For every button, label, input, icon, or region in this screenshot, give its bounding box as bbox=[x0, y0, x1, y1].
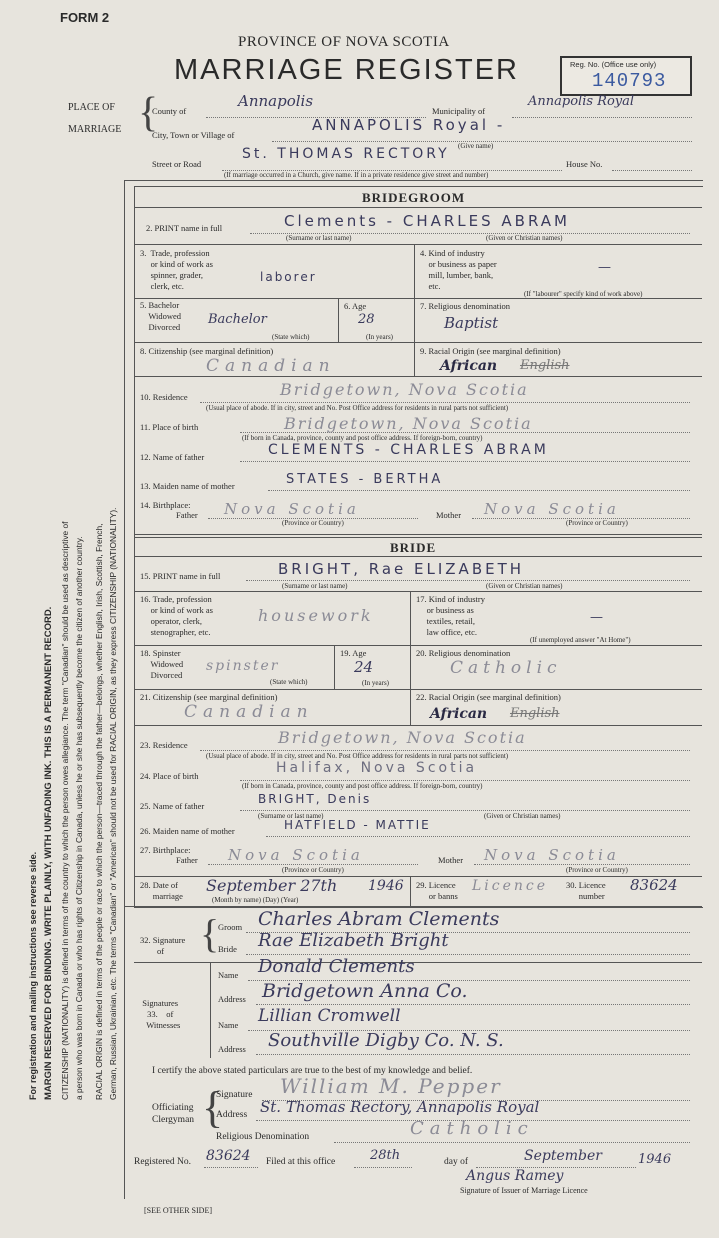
city-label: City, Town or Village of bbox=[152, 130, 235, 140]
church-note: (If marriage occurred in a Church, give name. If in a private residence give street and number) bbox=[224, 171, 489, 179]
bride-trade-label: 16. Trade, profession or kind of work as operator, clerk, stenographer, etc. bbox=[140, 594, 213, 637]
groom-name-value: Clements - CHARLES ABRAM bbox=[284, 212, 570, 230]
bride-surname-caption: (Surname or last name) bbox=[282, 582, 348, 590]
bride-status-value: spinster bbox=[206, 658, 280, 674]
registered-label: Registered No. bbox=[134, 1157, 191, 1167]
licence-number-label: 30. Licence number bbox=[566, 880, 606, 901]
clergy-denomination: Catholic bbox=[410, 1118, 534, 1139]
groom-industry-value: — bbox=[598, 260, 611, 275]
filed-month: September bbox=[524, 1148, 602, 1164]
groom-religion-label: 7. Religious denomination bbox=[420, 301, 510, 311]
citizenship-definition-2: a person who was born in Canada or who has rights of Citizenship in Canada, unless he or she has subsequently become the citizen of another country. bbox=[74, 536, 84, 1100]
w1-name-label: Name bbox=[218, 970, 239, 980]
document-title: MARRIAGE REGISTER bbox=[174, 54, 519, 86]
filed-label: Filed at this office bbox=[266, 1157, 336, 1167]
groom-trade-value: laborer bbox=[260, 270, 317, 284]
bride-religion-value: Catholic bbox=[450, 658, 562, 678]
county-value: Annapolis bbox=[238, 92, 314, 110]
bride-racial-value: African bbox=[430, 706, 488, 722]
groom-birth-value: Bridgetown, Nova Scotia bbox=[284, 414, 533, 433]
house-no-label: House No. bbox=[566, 159, 603, 169]
registered-number: 83624 bbox=[206, 1148, 251, 1164]
bride-bp-father-value: Nova Scotia bbox=[228, 846, 364, 864]
groom-father-value: CLEMENTS - CHARLES ABRAM bbox=[268, 442, 549, 458]
bride-bp-mother-label: Mother bbox=[438, 855, 464, 865]
bride-bp-father-label: Father bbox=[176, 855, 198, 865]
margin-reserved: MARGIN RESERVED FOR BINDING. WRITE PLAINLY, WITH UNFADING INK. THIS IS A PERMANENT RECORD. bbox=[43, 606, 54, 1100]
witness1-address: Bridgetown Anna Co. bbox=[262, 980, 468, 1002]
licence-banns-label: 29. Licence or banns bbox=[416, 880, 458, 901]
groom-racial-struck: English bbox=[520, 358, 570, 373]
groom-citizenship-label: 8. Citizenship (see marginal definition) bbox=[140, 346, 274, 356]
marriage-date-value: September 27th bbox=[206, 876, 338, 895]
bride-bp-caption-1: (Province or Country) bbox=[282, 866, 344, 874]
bride-racial-struck: English bbox=[510, 706, 560, 721]
bride-state-which: (State which) bbox=[270, 678, 308, 686]
bride-name-label: 15. PRINT name in full bbox=[140, 571, 221, 581]
see-other-side: [SEE OTHER SIDE] bbox=[144, 1206, 212, 1215]
reg-no-box bbox=[560, 56, 692, 96]
date-caption: (Month by name) (Day) (Year) bbox=[212, 896, 299, 904]
residence-note: (Usual place of abode. If in city, street and No. Post Office address for residents in rural parts not sufficient) bbox=[206, 404, 509, 412]
bride-bp-mother-value: Nova Scotia bbox=[484, 846, 620, 864]
city-value: ANNAPOLIS Royal - bbox=[312, 116, 506, 134]
unemployed-note: (If unemployed answer "At Home") bbox=[530, 636, 631, 644]
bride-father-value: BRIGHT, Denis bbox=[258, 792, 372, 806]
bride-father-surname: (Surname or last name) bbox=[258, 812, 324, 820]
bride-residence-value: Bridgetown, Nova Scotia bbox=[278, 728, 527, 747]
racial-definition-2: German, Russian, Ukrainian, etc. The terms "Canadian" or "American" should not be used for RACIAL ORIGIN, as they express CITIZENSHIP (NATIONALITY). bbox=[108, 507, 118, 1100]
witness2-address: Southville Digby Co. N. S. bbox=[268, 1030, 504, 1051]
bride-bp-caption-2: (Province or Country) bbox=[566, 866, 628, 874]
marriage-year-value: 1946 bbox=[368, 878, 404, 894]
street-label: Street or Road bbox=[152, 159, 202, 169]
municipality-value: Annapolis Royal bbox=[528, 94, 635, 109]
citizenship-definition-1: CITIZENSHIP (NATIONALITY) is defined in terms of the country to which the person owes allegiance. The term "Canadian" should be used as descriptive of bbox=[60, 521, 70, 1100]
groom-status-label: 5. Bachelor Widowed Divorced bbox=[140, 300, 182, 332]
w2-name-label: Name bbox=[218, 1020, 239, 1030]
groom-name-label: 2. PRINT name in full bbox=[146, 223, 223, 233]
surname-caption: (Surname or last name) bbox=[286, 234, 352, 242]
bride-racial-label: 22. Racial Origin (see marginal definition) bbox=[416, 692, 561, 702]
groom-mother-value: STATES - BERTHA bbox=[286, 472, 444, 487]
bride-father-given: (Given or Christian names) bbox=[484, 812, 561, 820]
groom-mother-label: 13. Maiden name of mother bbox=[140, 481, 235, 491]
bride-trade-value: housework bbox=[258, 606, 374, 625]
groom-birth-label: 11. Place of birth bbox=[140, 422, 199, 432]
groom-residence-label: 10. Residence bbox=[140, 392, 188, 402]
give-name-note: (Give name) bbox=[458, 142, 494, 150]
birth-note: (If born in Canada, province, county and post office address. If foreign-born, country) bbox=[242, 434, 483, 442]
groom-bp-caption-1: (Province or Country) bbox=[282, 519, 344, 527]
brace: { bbox=[138, 90, 159, 136]
bride-citizenship-label: 21. Citizenship (see marginal definition) bbox=[140, 692, 278, 702]
bride-birth-note: (If born in Canada, province, county and post office address. If foreign-born, country) bbox=[242, 782, 483, 790]
labourer-note: (If "labourer" specify kind of work above) bbox=[524, 290, 643, 298]
certify-text: I certify the above stated particulars are true to the best of my knowledge and belief. bbox=[152, 1066, 473, 1076]
groom-religion-value: Baptist bbox=[444, 314, 499, 332]
groom-industry-label: 4. Kind of industry or business as paper mill, lumber, bank, etc. bbox=[420, 248, 497, 291]
groom-status-value: Bachelor bbox=[208, 312, 267, 327]
groom-bp-mother-value: Nova Scotia bbox=[484, 500, 620, 518]
groom-trade-label: 3. Trade, profession or kind of work as spinner, grader, clerk, etc. bbox=[140, 248, 213, 291]
bridegroom-heading: BRIDEGROOM bbox=[362, 190, 466, 205]
groom-bp-mother-label: Mother bbox=[436, 510, 462, 520]
bride-birthplace-label: 27. Birthplace: bbox=[140, 845, 191, 855]
groom-racial-label: 9. Racial Origin (see marginal definition) bbox=[420, 346, 561, 356]
clergy-brace: { bbox=[202, 1083, 224, 1132]
witness2-name: Lillian Cromwell bbox=[258, 1006, 401, 1026]
w2-address-label: Address bbox=[218, 1044, 246, 1054]
bride-age-value: 24 bbox=[354, 658, 374, 676]
bride-industry-value: — bbox=[590, 610, 603, 625]
bride-residence-label: 23. Residence bbox=[140, 740, 188, 750]
witnesses-label: Signatures 33. of Witnesses bbox=[142, 998, 181, 1030]
racial-definition-1: RACIAL ORIGIN is defined in terms of the people or race to which the person—traced through the father—belongs, whether English, Irish, Scottish, French, bbox=[94, 523, 104, 1100]
bride-age-label: 19. Age bbox=[340, 648, 367, 658]
reg-no-value: 140793 bbox=[592, 70, 667, 92]
bride-birth-value: Halifax, Nova Scotia bbox=[276, 760, 478, 776]
bride-heading: BRIDE bbox=[390, 540, 437, 555]
bride-signature: Rae Elizabeth Bright bbox=[258, 930, 449, 951]
bride-religion-label: 20. Religious denomination bbox=[416, 648, 511, 658]
in-years-caption: (In years) bbox=[366, 333, 394, 341]
marriage-date-label: 28. Date of marriage bbox=[140, 880, 183, 901]
county-label: County of bbox=[152, 106, 187, 116]
bride-birth-label: 24. Place of birth bbox=[140, 771, 199, 781]
bride-industry-label: 17. Kind of industry or business as textiles, retail, law office, etc. bbox=[416, 594, 485, 637]
licence-number-value: 83624 bbox=[630, 876, 678, 894]
issuer-label: Signature of Issuer of Marriage Licence bbox=[460, 1186, 588, 1195]
groom-sig-label: Groom bbox=[218, 922, 243, 932]
bride-father-label: 25. Name of father bbox=[140, 801, 205, 811]
province-title: PROVINCE OF NOVA SCOTIA bbox=[238, 34, 450, 50]
clergy-sig-label: Signature bbox=[216, 1090, 253, 1100]
bride-mother-value: HATFIELD - MATTIE bbox=[284, 818, 431, 832]
street-value: St. THOMAS RECTORY bbox=[242, 146, 450, 162]
bride-name-value: BRIGHT, Rae ELIZABETH bbox=[278, 560, 525, 578]
clergy-denom-label: Religious Denomination bbox=[216, 1132, 310, 1142]
sig-brace: { bbox=[200, 911, 220, 956]
bride-mother-label: 26. Maiden name of mother bbox=[140, 826, 235, 836]
marriage-label: MARRIAGE bbox=[68, 124, 122, 135]
bride-in-years: (In years) bbox=[362, 679, 390, 687]
state-which-caption: (State which) bbox=[272, 333, 310, 341]
groom-age-value: 28 bbox=[358, 312, 375, 327]
groom-age-label: 6. Age bbox=[344, 301, 367, 311]
clergy-address: St. Thomas Rectory, Annapolis Royal bbox=[260, 1098, 540, 1116]
day-of-label: day of bbox=[444, 1157, 469, 1167]
clergy-addr-label: Address bbox=[216, 1110, 248, 1120]
municipality-label: Municipality of bbox=[432, 106, 486, 116]
groom-bp-caption-2: (Province or Country) bbox=[566, 519, 628, 527]
clergy-signature: William M. Pepper bbox=[280, 1074, 502, 1098]
margin-instructions: For registration and mailing instructions see reverse side. bbox=[28, 851, 38, 1100]
reg-no-label: Reg. No. (Office use only) bbox=[570, 60, 657, 69]
licence-banns-value: Licence bbox=[472, 878, 549, 894]
groom-bp-father-value: Nova Scotia bbox=[224, 500, 360, 518]
place-of-label: PLACE OF bbox=[68, 102, 115, 113]
w1-address-label: Address bbox=[218, 994, 246, 1004]
given-caption: (Given or Christian names) bbox=[486, 234, 563, 242]
bride-sig-label: Bride bbox=[218, 944, 237, 954]
bride-residence-note: (Usual place of abode. If in city, street and No. Post Office address for residents in rural parts not sufficient) bbox=[206, 752, 509, 760]
groom-racial-value: African bbox=[440, 358, 498, 374]
groom-residence-value: Bridgetown, Nova Scotia bbox=[280, 380, 529, 399]
groom-signature: Charles Abram Clements bbox=[258, 908, 500, 930]
groom-father-label: 12. Name of father bbox=[140, 452, 205, 462]
signature-of-label: 32. Signature of bbox=[140, 935, 186, 956]
officiating-label: Officiating Clergyman bbox=[152, 1103, 195, 1125]
bride-given-caption: (Given or Christian names) bbox=[486, 582, 563, 590]
groom-bp-father-label: Father bbox=[176, 510, 198, 520]
filed-day: 28th bbox=[370, 1148, 401, 1163]
groom-birthplace-label: 14. Birthplace: bbox=[140, 500, 191, 510]
filed-year: 1946 bbox=[638, 1152, 672, 1167]
groom-citizenship-value: Canadian bbox=[206, 356, 336, 376]
bride-status-label: 18. Spinster Widowed Divorced bbox=[140, 648, 184, 680]
witness1-name: Donald Clements bbox=[258, 956, 415, 977]
bride-citizenship-value: Canadian bbox=[184, 702, 314, 722]
issuer-signature: Angus Ramey bbox=[466, 1168, 564, 1184]
form-number: FORM 2 bbox=[60, 10, 110, 25]
